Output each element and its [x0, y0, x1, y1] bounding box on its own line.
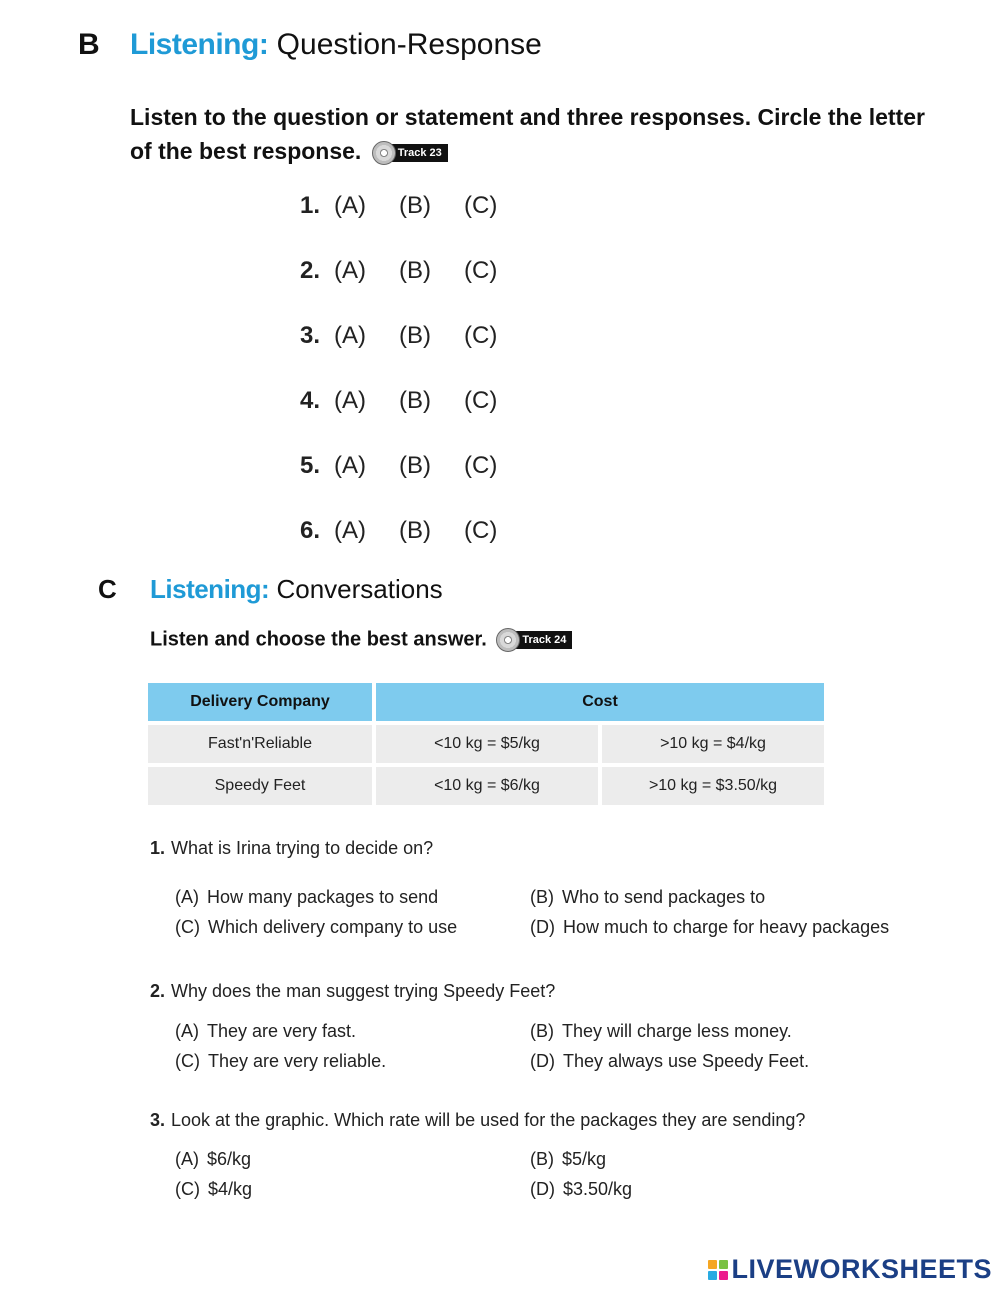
track-23-label: Track 23	[388, 144, 448, 162]
question-number: 3.	[150, 1110, 166, 1130]
answer-text: They always use Speedy Feet.	[563, 1051, 810, 1071]
option-c[interactable]: (C)	[464, 257, 498, 284]
liveworksheets-logo[interactable]	[708, 1254, 992, 1285]
answer-option[interactable]	[530, 1149, 606, 1170]
question-1	[150, 838, 433, 859]
option-b[interactable]: (B)	[399, 387, 431, 414]
logo-square-icon	[719, 1271, 728, 1280]
logo-text: LIVEWORKSHEETS	[731, 1254, 992, 1284]
section-b-instruction	[130, 100, 930, 168]
question-row-2	[300, 257, 529, 322]
option-b[interactable]: (B)	[399, 452, 431, 479]
section-c-letter: C	[98, 574, 117, 604]
question-text: Look at the graphic. Which rate will be used for the packages they are sending?	[171, 1110, 806, 1130]
track-24-label: Track 24	[512, 631, 572, 649]
section-b-instruction-text: Listen to the question or statement and three responses. Circle the letter of the best response.	[130, 104, 925, 164]
option-c[interactable]: (C)	[464, 452, 498, 479]
option-a[interactable]: (A)	[334, 387, 366, 414]
logo-square-icon	[708, 1271, 717, 1280]
question-text: What is Irina trying to decide on?	[171, 838, 434, 858]
answer-option[interactable]	[530, 887, 765, 908]
liveworksheets-logo-icon	[708, 1260, 728, 1280]
answer-text: They are very reliable.	[208, 1051, 387, 1071]
section-c-title-rest: Conversations	[276, 574, 443, 604]
answer-letter: (B)	[530, 887, 554, 907]
track-23-badge[interactable]	[372, 141, 448, 165]
question-row-3	[300, 322, 529, 387]
question-number: 2.	[150, 981, 166, 1001]
answer-text: How many packages to send	[207, 887, 439, 907]
section-b-letter: B	[78, 28, 100, 61]
table-cell-company: Fast'n'Reliable	[148, 725, 372, 763]
section-c-title-keyword: Listening:	[150, 574, 270, 604]
answer-option[interactable]	[175, 1149, 251, 1170]
option-c[interactable]: (C)	[464, 192, 498, 219]
question-row-1	[300, 192, 529, 257]
answer-option[interactable]	[530, 917, 889, 938]
table-cell-company: Speedy Feet	[148, 767, 372, 805]
answer-text: They are very fast.	[207, 1021, 357, 1041]
option-b[interactable]: (B)	[399, 517, 431, 544]
option-a[interactable]: (A)	[334, 257, 366, 284]
option-b[interactable]: (B)	[399, 192, 431, 219]
option-a[interactable]: (A)	[334, 192, 366, 219]
answer-text: $3.50/kg	[563, 1179, 633, 1199]
answer-option[interactable]	[175, 1179, 252, 1200]
option-a[interactable]: (A)	[334, 517, 366, 544]
answer-option[interactable]	[175, 1051, 386, 1072]
question-number: 3.	[300, 322, 321, 349]
question-number: 2.	[300, 257, 321, 284]
answer-text: $6/kg	[207, 1149, 252, 1169]
option-c[interactable]: (C)	[464, 322, 498, 349]
answer-text: Who to send packages to	[562, 887, 766, 907]
answer-option[interactable]	[530, 1021, 792, 1042]
answer-letter: (D)	[530, 917, 555, 937]
option-a[interactable]: (A)	[334, 452, 366, 479]
question-number: 1.	[300, 192, 321, 219]
answer-letter: (A)	[175, 1021, 199, 1041]
answer-text: How much to charge for heavy packages	[563, 917, 890, 937]
section-b-title-rest: Question-Response	[276, 28, 542, 61]
question-2	[150, 981, 555, 1002]
question-number: 5.	[300, 452, 321, 479]
question-number: 6.	[300, 517, 321, 544]
answer-letter: (C)	[175, 1051, 200, 1071]
question-3	[150, 1110, 805, 1131]
answer-letter: (B)	[530, 1149, 554, 1169]
answer-option[interactable]	[175, 1021, 356, 1042]
option-b[interactable]: (B)	[399, 322, 431, 349]
section-b-question-list	[300, 192, 529, 582]
section-c-instruction	[150, 628, 572, 652]
track-24-badge[interactable]	[496, 628, 572, 652]
section-b-title-keyword: Listening:	[130, 28, 269, 61]
cd-icon	[372, 141, 396, 165]
section-c-instruction-text: Listen and choose the best answer.	[150, 628, 487, 651]
section-c-title	[150, 574, 443, 605]
answer-option[interactable]	[530, 1051, 809, 1072]
answer-letter: (D)	[530, 1051, 555, 1071]
logo-square-icon	[708, 1260, 717, 1269]
table-header-company: Delivery Company	[148, 683, 372, 721]
table-cell-cost-under: <10 kg = $5/kg	[376, 725, 598, 763]
delivery-cost-table	[144, 679, 828, 809]
table-cell-cost-over: >10 kg = $4/kg	[602, 725, 824, 763]
answer-letter: (C)	[175, 917, 200, 937]
answer-letter: (C)	[175, 1179, 200, 1199]
answer-letter: (A)	[175, 1149, 199, 1169]
section-b-title	[130, 28, 542, 62]
logo-square-icon	[719, 1260, 728, 1269]
answer-letter: (B)	[530, 1021, 554, 1041]
answer-text: Which delivery company to use	[208, 917, 458, 937]
answer-letter: (D)	[530, 1179, 555, 1199]
answer-text: $5/kg	[562, 1149, 607, 1169]
question-number: 1.	[150, 838, 166, 858]
question-row-6	[300, 517, 529, 582]
answer-letter: (A)	[175, 887, 199, 907]
table-row	[148, 725, 824, 763]
table-header-row	[148, 683, 824, 721]
answer-option[interactable]	[530, 1179, 632, 1200]
option-c[interactable]: (C)	[464, 387, 498, 414]
question-number: 4.	[300, 387, 321, 414]
question-text: Why does the man suggest trying Speedy Feet?	[171, 981, 556, 1001]
option-a[interactable]: (A)	[334, 322, 366, 349]
table-cell-cost-under: <10 kg = $6/kg	[376, 767, 598, 805]
answer-text: $4/kg	[208, 1179, 253, 1199]
answer-text: They will charge less money.	[562, 1021, 792, 1041]
option-b[interactable]: (B)	[399, 257, 431, 284]
option-c[interactable]: (C)	[464, 517, 498, 544]
table-cell-cost-over: >10 kg = $3.50/kg	[602, 767, 824, 805]
answer-option[interactable]	[175, 887, 438, 908]
question-row-4	[300, 387, 529, 452]
question-row-5	[300, 452, 529, 517]
table-row	[148, 767, 824, 805]
answer-option[interactable]	[175, 917, 457, 938]
table-header-cost: Cost	[376, 683, 824, 721]
